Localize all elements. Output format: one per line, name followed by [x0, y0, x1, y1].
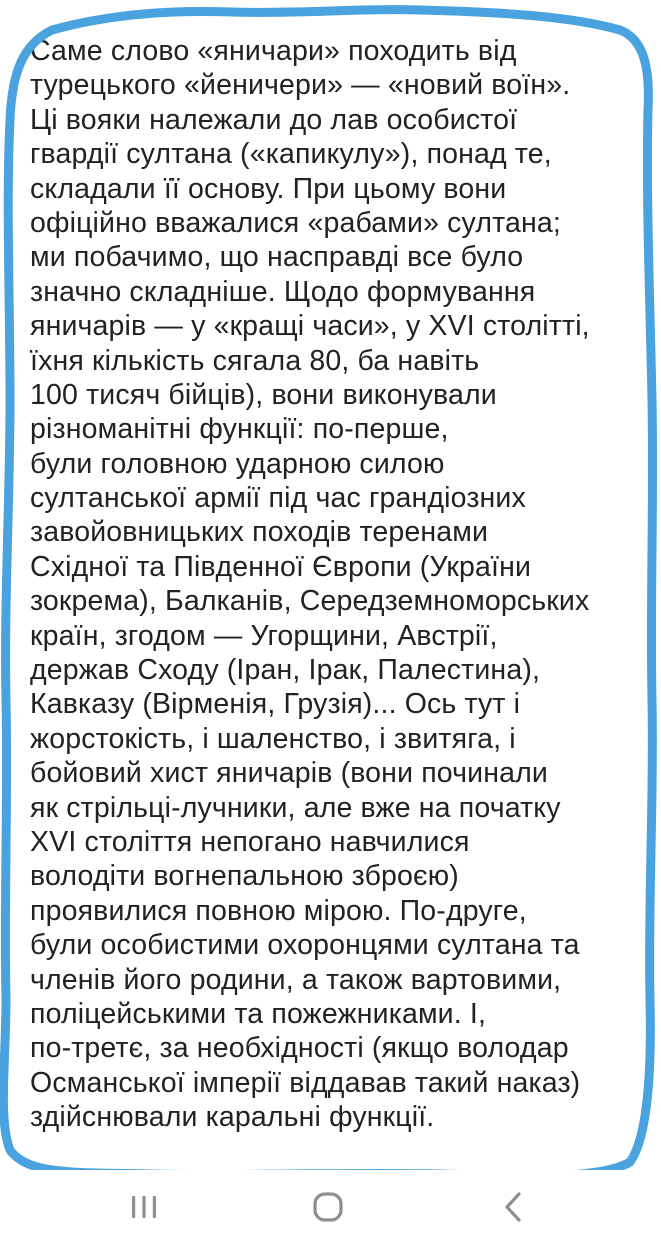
text-line: були головною ударною силою — [30, 447, 445, 480]
text-line: 100 тисяч бійців), вони виконували — [30, 378, 497, 411]
text-line: значно складніше. Щодо формування — [30, 275, 536, 308]
text-line: проявилися повною мірою. По-друге, — [30, 894, 527, 927]
text-line: завойовницьких походів теренами — [30, 516, 489, 549]
text-line: як стрільці-лучники, але вже на початку — [30, 791, 561, 824]
text-line: ми побачимо, що насправді все було — [30, 241, 524, 274]
text-line: по-третє, за необхідності (якщо володар — [30, 1032, 569, 1065]
text-line: султанської армії під час грандіозних — [30, 482, 526, 515]
text-line: володіти вогнепальною зброєю) — [30, 860, 459, 893]
text-line: Кавказу (Вірменія, Грузія)... Ось тут і — [30, 688, 521, 721]
text-line: поліцейськими та пожежниками. І, — [30, 997, 487, 1030]
back-icon — [499, 1190, 529, 1224]
article-text — [30, 34, 645, 1135]
text-line: їхня кількість сягала 80, ба навіть — [30, 344, 480, 377]
text-line: були особистими охоронцями султана та — [30, 929, 580, 962]
back-button[interactable] — [484, 1184, 544, 1230]
text-line: Східної та Південної Європи (України — [30, 550, 532, 583]
text-line: офіційно вважалися «рабами» султана; — [30, 206, 561, 239]
text-line: складали її основу. При цьому вони — [30, 172, 507, 205]
text-line: різноманітні функції: по-перше, — [30, 413, 449, 446]
text-line: XVI століття непогано навчилися — [30, 825, 470, 858]
text-line: країн, згодом — Угорщини, Австрії, — [30, 619, 498, 652]
text-line: членів його родини, а також вартовими, — [30, 963, 562, 996]
text-line: Саме слово «яничари» походить від — [30, 35, 517, 67]
recent-apps-icon — [127, 1193, 161, 1221]
text-line: зокрема), Балканів, Середземноморських — [30, 585, 590, 618]
home-button[interactable] — [298, 1184, 358, 1230]
text-line: жорстокість, і шаленство, і звитяга, і — [30, 722, 516, 755]
text-line: бойовий хист яничарів (вони починали — [30, 757, 548, 790]
text-line: яничарів — у «кращі часи», у XVI столітті, — [30, 310, 590, 343]
text-line: гвардії султана («капикулу»), понад те, — [30, 138, 552, 171]
recent-apps-button[interactable] — [114, 1184, 174, 1230]
navigation-bar — [0, 1170, 661, 1248]
text-line: Османської імперії віддавав такий наказ) — [30, 1066, 581, 1099]
text-line: держав Сходу (Іран, Ірак, Палестина), — [30, 654, 541, 687]
text-line: турецького «йеничери» — «новий воїн». — [30, 69, 571, 102]
home-icon — [311, 1190, 345, 1224]
text-line: здійснювали каральні функції. — [30, 1101, 435, 1134]
text-line: Ці вояки належали до лав особистої — [30, 103, 518, 136]
